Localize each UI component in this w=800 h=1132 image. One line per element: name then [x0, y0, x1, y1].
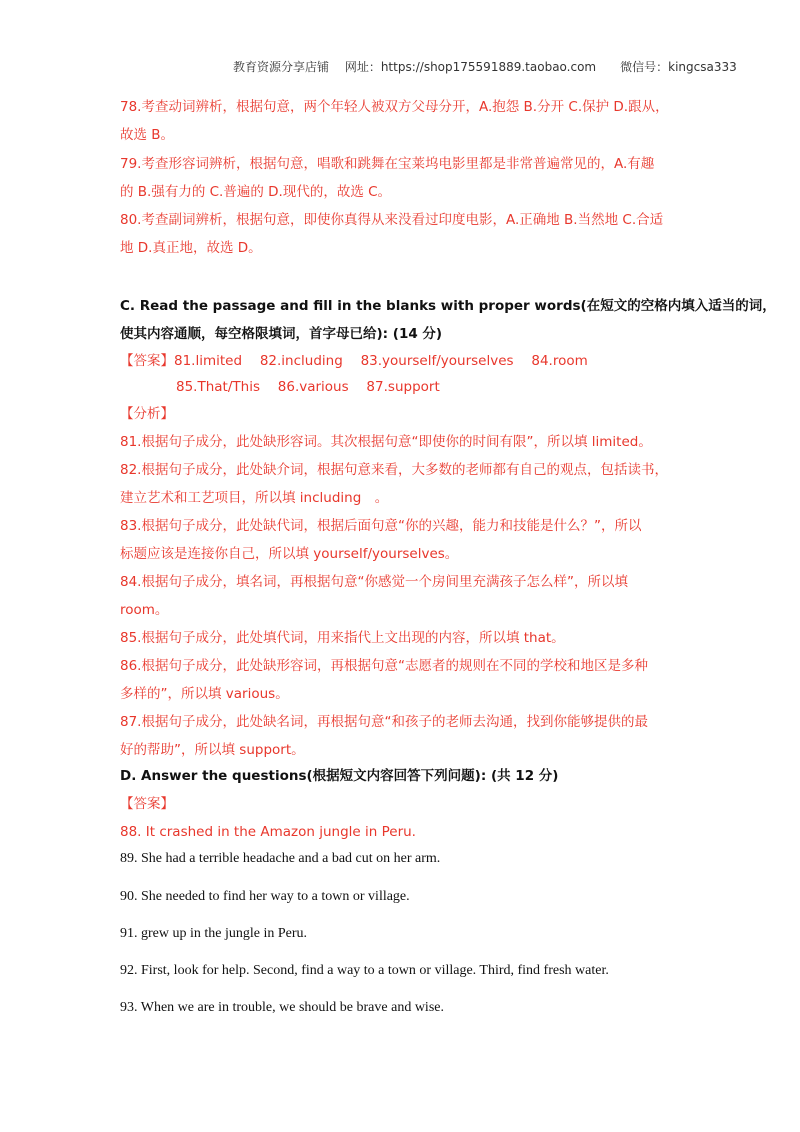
answer-93: 93. When we are in trouble, we should be brave and wise. [120, 1000, 444, 1015]
analysis-82-line1: 82.根据句子成分，此处缺介词，根据句意来看，大多数的老师都有自己的观点，包括读书， [120, 462, 668, 478]
explanation-80-line1: 80.考查副词辨析，根据句意，即使你真得从来没看过印度电影，A.正确地 B.当然地 C.合适 [120, 212, 664, 228]
section-c-answers-line1 [120, 352, 700, 370]
analysis-86-line2: 多样的”，所以填 various。 [120, 686, 289, 702]
analysis-87-line1: 87.根据句子成分，此处缺名词，再根据句意“和孩子的老师去沟通，找到你能够提供的最 [120, 714, 648, 730]
answer-89: 89. She had a terrible headache and a bad cut on her arm. [120, 851, 441, 866]
section-d-title: D. Answer the questions(根据短文内容回答下列问题): (共 12 分) [120, 768, 559, 784]
analysis-84-line1: 84.根据句子成分，填名词，再根据句意“你感觉一个房间里充满孩子怎么样”，所以填 [120, 574, 628, 590]
analysis-85: 85.根据句子成分，此处填代词，用来指代上文出现的内容，所以填 that。 [120, 630, 565, 646]
explanation-79-line2: 的 B.强有力的 C.普遍的 D.现代的，故选 C。 [120, 184, 392, 200]
section-c-answers-line2: 85.That/This 86.various 87.support [176, 379, 440, 395]
explanation-79-line1: 79.考查形容词辨析，根据句意，唱歌和跳舞在宝莱坞电影里都是非常普遍常见的，A.有趣 [120, 156, 655, 172]
answer-label: 【答案】 [120, 353, 174, 369]
analysis-82-line2: 建立艺术和工艺项目，所以填 including 。 [120, 490, 389, 506]
section-c-title-line1: C. Read the passage and fill in the blanks with proper words(在短文的空格内填入适当的词， [120, 298, 776, 314]
section-d-answer-label: 【答案】 [120, 796, 174, 812]
section-c-title-line2: 使其内容通顺，每空格限填词，首字母已给): (14 分) [120, 326, 443, 342]
explanation-78-line2: 故选 B。 [120, 127, 175, 143]
analysis-86-line1: 86.根据句子成分，此处缺形容词，再根据句意“志愿者的规则在不同的学校和地区是多种 [120, 658, 648, 674]
analysis-84-line2: room。 [120, 602, 169, 618]
answer-88: 88. It crashed in the Amazon jungle in Peru. [120, 824, 416, 840]
answers-list-1: 81.limited 82.including 83.yourself/yourselves 84.room [174, 353, 588, 369]
analysis-83-line2: 标题应该是连接你自己，所以填 yourself/yourselves。 [120, 546, 459, 562]
answer-91: 91. grew up in the jungle in Peru. [120, 926, 308, 941]
answer-92: 92. First, look for help. Second, find a way to a town or village. Third, find fresh water. [120, 963, 609, 978]
analysis-81: 81.根据句子成分，此处缺形容词。其次根据句意“即使你的时间有限”，所以填 limited。 [120, 434, 652, 450]
explanation-80-line2: 地 D.真正地，故选 D。 [120, 240, 262, 256]
answer-90: 90. She needed to find her way to a town or village. [120, 889, 410, 904]
analysis-87-line2: 好的帮助”，所以填 support。 [120, 742, 305, 758]
analysis-label: 【分析】 [120, 406, 174, 422]
analysis-83-line1: 83.根据句子成分，此处缺代词，根据后面句意“你的兴趣，能力和技能是什么？”，所以 [120, 518, 642, 534]
explanation-78-line1: 78.考查动词辨析，根据句意，两个年轻人被双方父母分开，A.抱怨 B.分开 C.保护 D.跟从， [120, 99, 669, 115]
page-header: 教育资源分享店铺 网址：https://shop175591889.taobao.com 微信号：kingcsa333 [233, 60, 737, 74]
